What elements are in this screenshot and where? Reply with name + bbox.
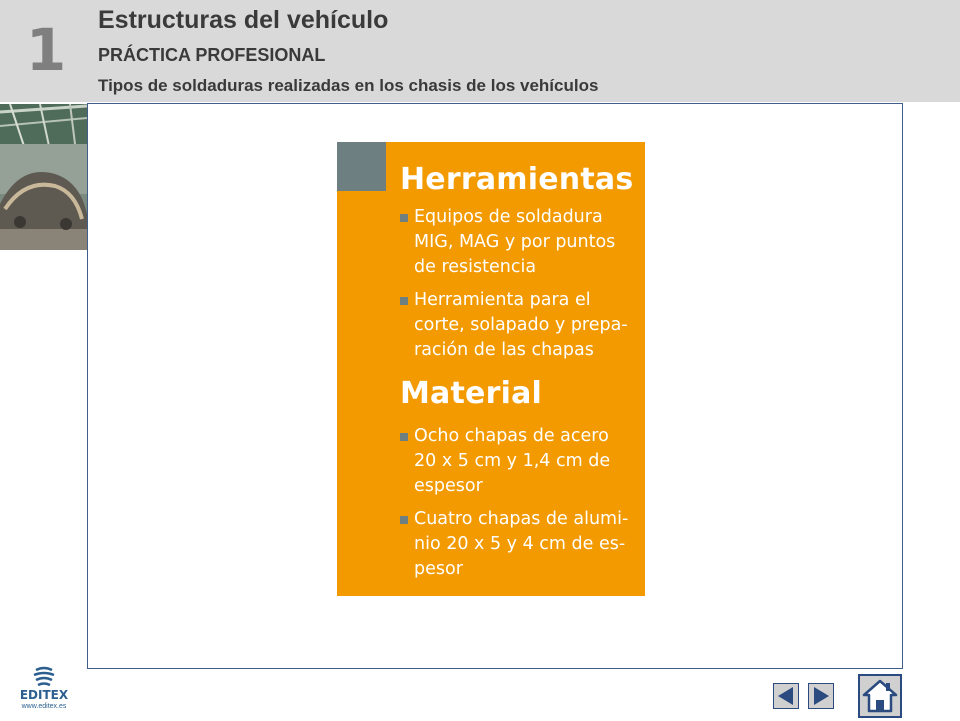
card-heading-tools: Herramientas: [400, 162, 634, 197]
list-item-line: espesor: [414, 476, 483, 496]
header-bar: [0, 0, 960, 102]
list-item: [400, 424, 640, 499]
square-bullet-icon: [400, 297, 408, 305]
card-corner-block: [337, 142, 386, 191]
list-item-line: pesor: [414, 559, 463, 579]
list-item-line: de resistencia: [414, 257, 537, 277]
list-item-line: MIG, MAG y por puntos: [414, 232, 616, 252]
previous-button[interactable]: [773, 683, 799, 709]
triangle-right-icon: [809, 684, 833, 708]
logo-text: EDITEX: [19, 688, 69, 702]
page-title: Estructuras del vehículo: [98, 6, 389, 34]
list-item: [400, 507, 640, 582]
triangle-left-icon: [774, 684, 798, 708]
list-item-line: 20 x 5 cm y 1,4 cm de: [414, 451, 611, 471]
card-heading-material: Material: [400, 376, 542, 411]
editex-logo: [14, 666, 74, 716]
list-item-line: corte, solapado y prepa-: [414, 315, 628, 335]
list-item-line: Ocho chapas de acero: [414, 426, 609, 446]
list-item: [400, 205, 640, 280]
list-item-line: nio 20 x 5 y 4 cm de es-: [414, 534, 626, 554]
house-icon: [860, 676, 900, 716]
list-item-line: Cuatro chapas de alumi-: [414, 509, 629, 529]
logo-url: www.editex.es: [21, 703, 67, 710]
list-item-line: Herramienta para el: [414, 290, 591, 310]
next-button[interactable]: [808, 683, 834, 709]
page-description: Tipos de soldaduras realizadas en los chasis de los vehículos: [98, 76, 599, 95]
workshop-photo-image: [0, 104, 87, 250]
list-item-line: ración de las chapas: [414, 340, 594, 360]
list-item-line: Equipos de soldadura: [414, 207, 603, 227]
list-item: [400, 288, 640, 363]
square-bullet-icon: [400, 516, 408, 524]
square-bullet-icon: [400, 433, 408, 441]
page-subtitle: PRÁCTICA PROFESIONAL: [98, 45, 326, 65]
editex-logo-mark: [14, 666, 74, 688]
workshop-photo: [0, 104, 87, 250]
requirements-card: [337, 142, 645, 596]
chapter-number: 1: [25, 16, 67, 84]
home-button[interactable]: [858, 674, 902, 718]
square-bullet-icon: [400, 214, 408, 222]
